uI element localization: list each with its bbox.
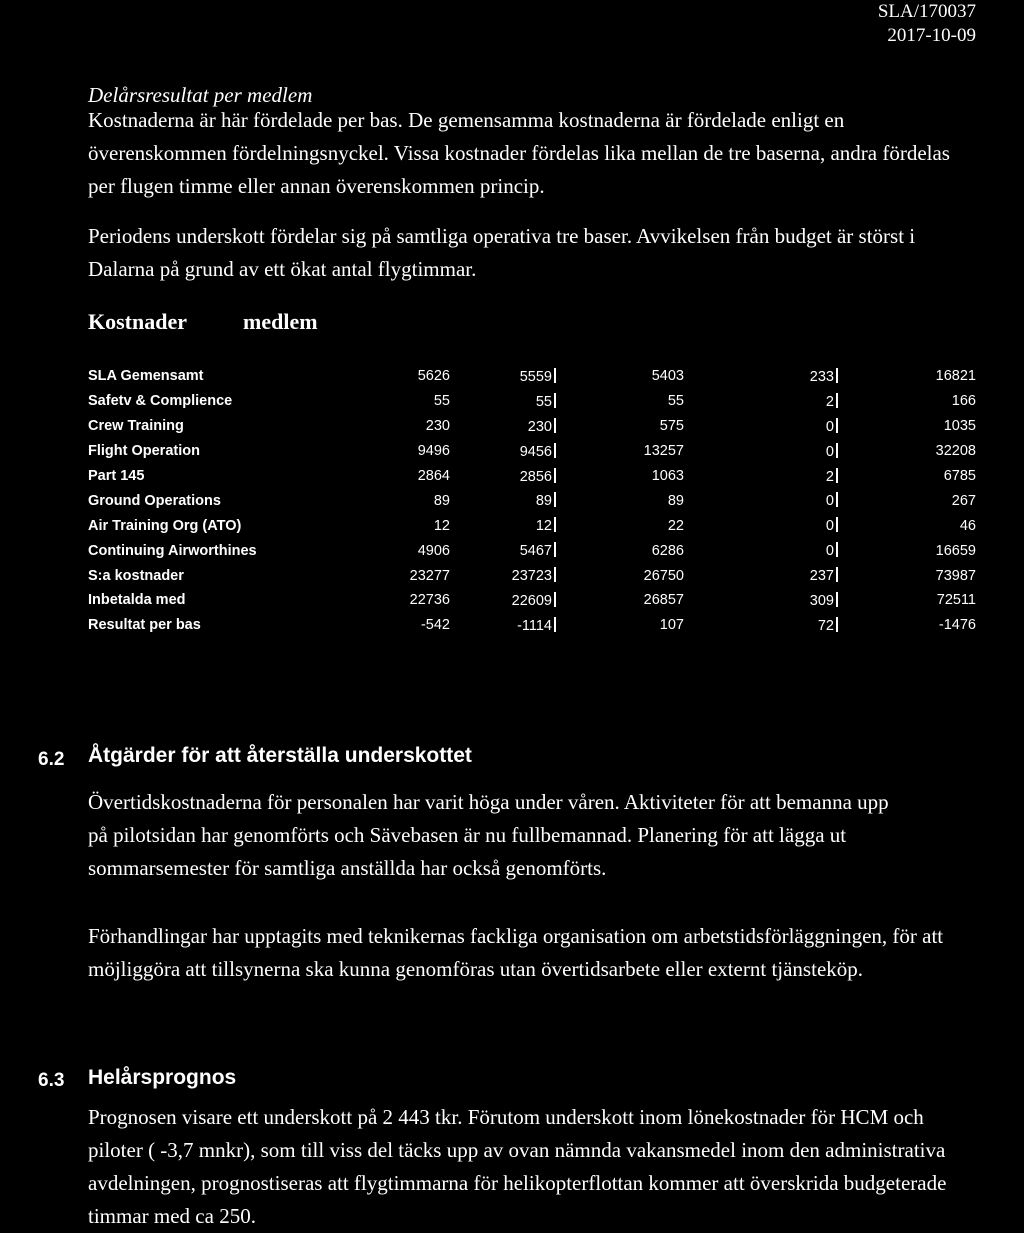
cell-col-1 — [320, 364, 450, 389]
cell-col-1 — [320, 414, 450, 439]
row-label: SLA Gemensamt — [88, 368, 204, 385]
column-divider — [554, 492, 556, 507]
cell-value: -542 — [420, 617, 450, 634]
section-title-6-2: Åtgärder för att återställa underskottet — [88, 744, 472, 767]
cell-col-3 — [556, 464, 684, 489]
row-label: Ground Operations — [88, 492, 221, 509]
cell-value: 233 — [809, 368, 834, 385]
cell-value: 309 — [809, 592, 834, 609]
column-divider — [836, 468, 838, 483]
cell-value: 575 — [659, 418, 684, 435]
cell-col-2 — [450, 513, 556, 538]
table-row — [88, 439, 976, 464]
cell-value: 6286 — [651, 542, 684, 559]
cell-value: 23723 — [511, 568, 552, 585]
cell-col-3 — [556, 488, 684, 513]
cell-col-3 — [556, 389, 684, 414]
column-divider — [554, 592, 556, 607]
cell-col-3 — [556, 588, 684, 613]
table-row — [88, 613, 976, 638]
cell-col-5 — [838, 439, 976, 464]
cell-col-1 — [320, 464, 450, 489]
cost-table-title-b: medlem — [243, 309, 318, 334]
cell-col-5 — [838, 464, 976, 489]
table-row — [88, 563, 976, 588]
cell-col-3 — [556, 538, 684, 563]
cell-value: 22609 — [511, 592, 552, 609]
cell-value: 1063 — [651, 468, 684, 484]
cell-value: 32208 — [935, 443, 976, 460]
cell-col-3 — [556, 613, 684, 638]
cell-value: 72511 — [936, 592, 976, 609]
forecast-paragraph: Prognosen visare ett underskott på 2 443 tkr. Förutom underskott inom lönekostnader för HCM och piloter ( -3,7 mnkr), som till viss del täcks upp av ovan nämnda vakansmedel inom den administrativa avdelningen, prognostiseras att flygtimmarna för helikopterflottan kommer att överskrida budgeterade timmar med ca 250. — [88, 1105, 947, 1228]
cell-col-1 — [320, 488, 450, 513]
row-label: Resultat per bas — [88, 617, 201, 634]
row-label: Safetv & Complience — [88, 393, 233, 410]
cell-col-1 — [320, 588, 450, 613]
column-divider — [836, 617, 838, 632]
cell-value: 267 — [951, 492, 976, 509]
cell-col-4 — [684, 464, 838, 489]
row-label: Crew Training — [88, 418, 184, 435]
cell-col-3 — [556, 563, 684, 588]
column-divider — [836, 443, 838, 458]
column-divider — [836, 592, 838, 607]
cell-col-2 — [450, 588, 556, 613]
cell-col-1 — [320, 513, 450, 538]
document-date: 2017-10-09 — [887, 25, 976, 46]
cell-value: -1114 — [517, 617, 552, 634]
column-divider — [836, 368, 838, 383]
cell-col-4 — [684, 613, 838, 638]
column-divider — [554, 617, 556, 632]
cell-col-4 — [684, 513, 838, 538]
table-row — [88, 389, 976, 414]
cell-value: 89 — [535, 493, 552, 510]
cell-value: 16821 — [935, 368, 976, 385]
cost-table — [88, 364, 976, 638]
cell-col-4 — [684, 389, 838, 414]
cell-value: 0 — [825, 543, 834, 560]
cell-col-1 — [320, 613, 450, 638]
cell-col-2 — [450, 464, 556, 489]
cell-value: 26857 — [643, 592, 684, 609]
cell-col-2 — [450, 364, 556, 389]
column-divider — [836, 567, 838, 582]
negotiation-paragraph: Förhandlingar har upptagits med teknikernas fackliga organisation om arbetstidsförläggningen, för att möjliggöra att tillsynerna ska kunna genomföras utan övertidsarbete eller externt tjänsteköp. — [88, 924, 944, 981]
cell-value: 107 — [659, 617, 684, 634]
cell-col-4 — [684, 364, 838, 389]
cell-value: 9496 — [417, 443, 450, 460]
column-divider — [836, 418, 838, 433]
cell-value: 5467 — [519, 543, 552, 560]
cell-value: 0 — [825, 518, 834, 535]
column-divider — [836, 393, 838, 408]
table-row — [88, 414, 976, 439]
cell-value: 89 — [433, 492, 450, 509]
cell-col-1 — [320, 563, 450, 588]
cell-col-5 — [838, 414, 976, 439]
table-row — [88, 588, 976, 613]
cell-col-5 — [838, 513, 976, 538]
cell-value: 9456 — [519, 443, 552, 460]
cell-value: 12 — [535, 518, 552, 535]
cell-col-2 — [450, 389, 556, 414]
cell-col-5 — [838, 364, 976, 389]
table-row — [88, 513, 976, 538]
section-title-6-3: Helårsprognos — [88, 1066, 237, 1089]
cell-value: 2856 — [519, 468, 552, 485]
cell-col-2 — [450, 563, 556, 588]
section-number-6-2: 6.2 — [38, 749, 65, 770]
row-label: Continuing Airworthines — [88, 542, 257, 559]
cell-value: 16659 — [935, 542, 976, 559]
cell-col-5 — [838, 389, 976, 414]
cell-value: 230 — [425, 418, 450, 435]
table-row — [88, 364, 976, 389]
column-divider — [554, 368, 556, 383]
cell-value: 0 — [825, 443, 834, 460]
reference-number: SLA/170037 — [877, 1, 976, 22]
cell-col-5 — [838, 563, 976, 588]
cell-col-4 — [684, 588, 838, 613]
cell-col-4 — [684, 563, 838, 588]
cell-col-5 — [838, 588, 976, 613]
cell-col-5 — [838, 613, 976, 638]
table-row — [88, 464, 976, 489]
cost-table-title — [88, 309, 318, 335]
table-row — [88, 488, 976, 513]
cell-value: 5559 — [519, 368, 552, 385]
cell-value: 0 — [825, 418, 834, 435]
cell-col-1 — [320, 439, 450, 464]
column-divider — [554, 542, 556, 557]
cell-value: 5626 — [417, 368, 450, 385]
cell-value: 6785 — [943, 468, 976, 484]
cell-value: 26750 — [643, 567, 684, 584]
cell-value: 22 — [667, 517, 684, 534]
column-divider — [554, 468, 556, 483]
cell-col-4 — [684, 488, 838, 513]
cell-col-2 — [450, 613, 556, 638]
cell-col-1 — [320, 538, 450, 563]
cell-col-5 — [838, 488, 976, 513]
cell-col-2 — [450, 439, 556, 464]
cell-value: 4906 — [417, 542, 450, 559]
column-divider — [554, 567, 556, 582]
interim-result-heading: Delårsresultat per medlem — [88, 83, 313, 107]
cell-value: 2 — [825, 393, 834, 410]
cell-col-2 — [450, 488, 556, 513]
cell-value: 72 — [817, 617, 834, 634]
row-label: S:a kostnader — [88, 567, 184, 584]
cell-value: 22736 — [409, 592, 450, 609]
cell-col-4 — [684, 439, 838, 464]
cell-value: 12 — [433, 517, 450, 534]
column-divider — [554, 443, 556, 458]
table-row — [88, 538, 976, 563]
cell-value: 55 — [433, 393, 450, 410]
cell-value: 166 — [951, 393, 976, 410]
section-number-6-3: 6.3 — [38, 1070, 65, 1091]
cell-col-3 — [556, 513, 684, 538]
cell-value: 55 — [667, 393, 684, 410]
document-reference — [878, 0, 976, 48]
cell-col-3 — [556, 414, 684, 439]
column-divider — [836, 517, 838, 532]
cell-value: 0 — [825, 493, 834, 510]
column-divider — [554, 393, 556, 408]
column-divider — [554, 418, 556, 433]
cell-value: 5403 — [651, 368, 684, 385]
column-divider — [836, 492, 838, 507]
cell-value: 2864 — [417, 468, 450, 484]
cell-col-4 — [684, 414, 838, 439]
cell-value: 73987 — [935, 567, 976, 584]
cell-value: 237 — [809, 568, 834, 585]
row-label: Flight Operation — [88, 443, 200, 460]
cell-value: 89 — [667, 492, 684, 509]
cell-value: 55 — [535, 393, 552, 410]
cell-col-2 — [450, 538, 556, 563]
cell-col-5 — [838, 538, 976, 563]
row-label: Part 145 — [88, 468, 145, 484]
row-label: Air Training Org (ATO) — [88, 517, 242, 534]
cell-value: 230 — [527, 418, 552, 435]
cell-value: 23277 — [409, 567, 450, 584]
row-label: Inbetalda med — [88, 592, 186, 609]
cell-value: 2 — [825, 468, 834, 485]
cell-col-3 — [556, 439, 684, 464]
cell-value: 46 — [959, 517, 976, 534]
cell-col-3 — [556, 364, 684, 389]
cell-col-4 — [684, 538, 838, 563]
cell-value: 1035 — [943, 418, 976, 435]
column-divider — [554, 517, 556, 532]
cell-value: -1476 — [938, 617, 976, 634]
cell-col-2 — [450, 414, 556, 439]
cost-table-title-a: Kostnader — [88, 309, 187, 334]
cell-value: 13257 — [643, 443, 684, 460]
cell-col-1 — [320, 389, 450, 414]
column-divider — [836, 542, 838, 557]
overtime-paragraph: Övertidskostnaderna för personalen har varit höga under våren. Aktiviteter för att bemanna upp på pilotsidan har genomförts och Sävebasen är nu fullbemannad. Planering för att lägga ut sommarsemester för samtliga anställda har också genomförts. — [88, 790, 889, 880]
cost-distribution-paragraph: Kostnaderna är här fördelade per bas. De gemensamma kostnaderna är fördelade enligt en överenskommen fördelningsnyckel. Vissa kostnader fördelas lika mellan de tre baserna, andra fördelas per flugen timme eller annan överenskommen princip. — [88, 108, 950, 198]
deficit-paragraph: Periodens underskott fördelar sig på samtliga operativa tre baser. Avvikelsen från budget är störst i Dalarna på grund av ett ökat antal flygtimmar. — [88, 224, 916, 281]
